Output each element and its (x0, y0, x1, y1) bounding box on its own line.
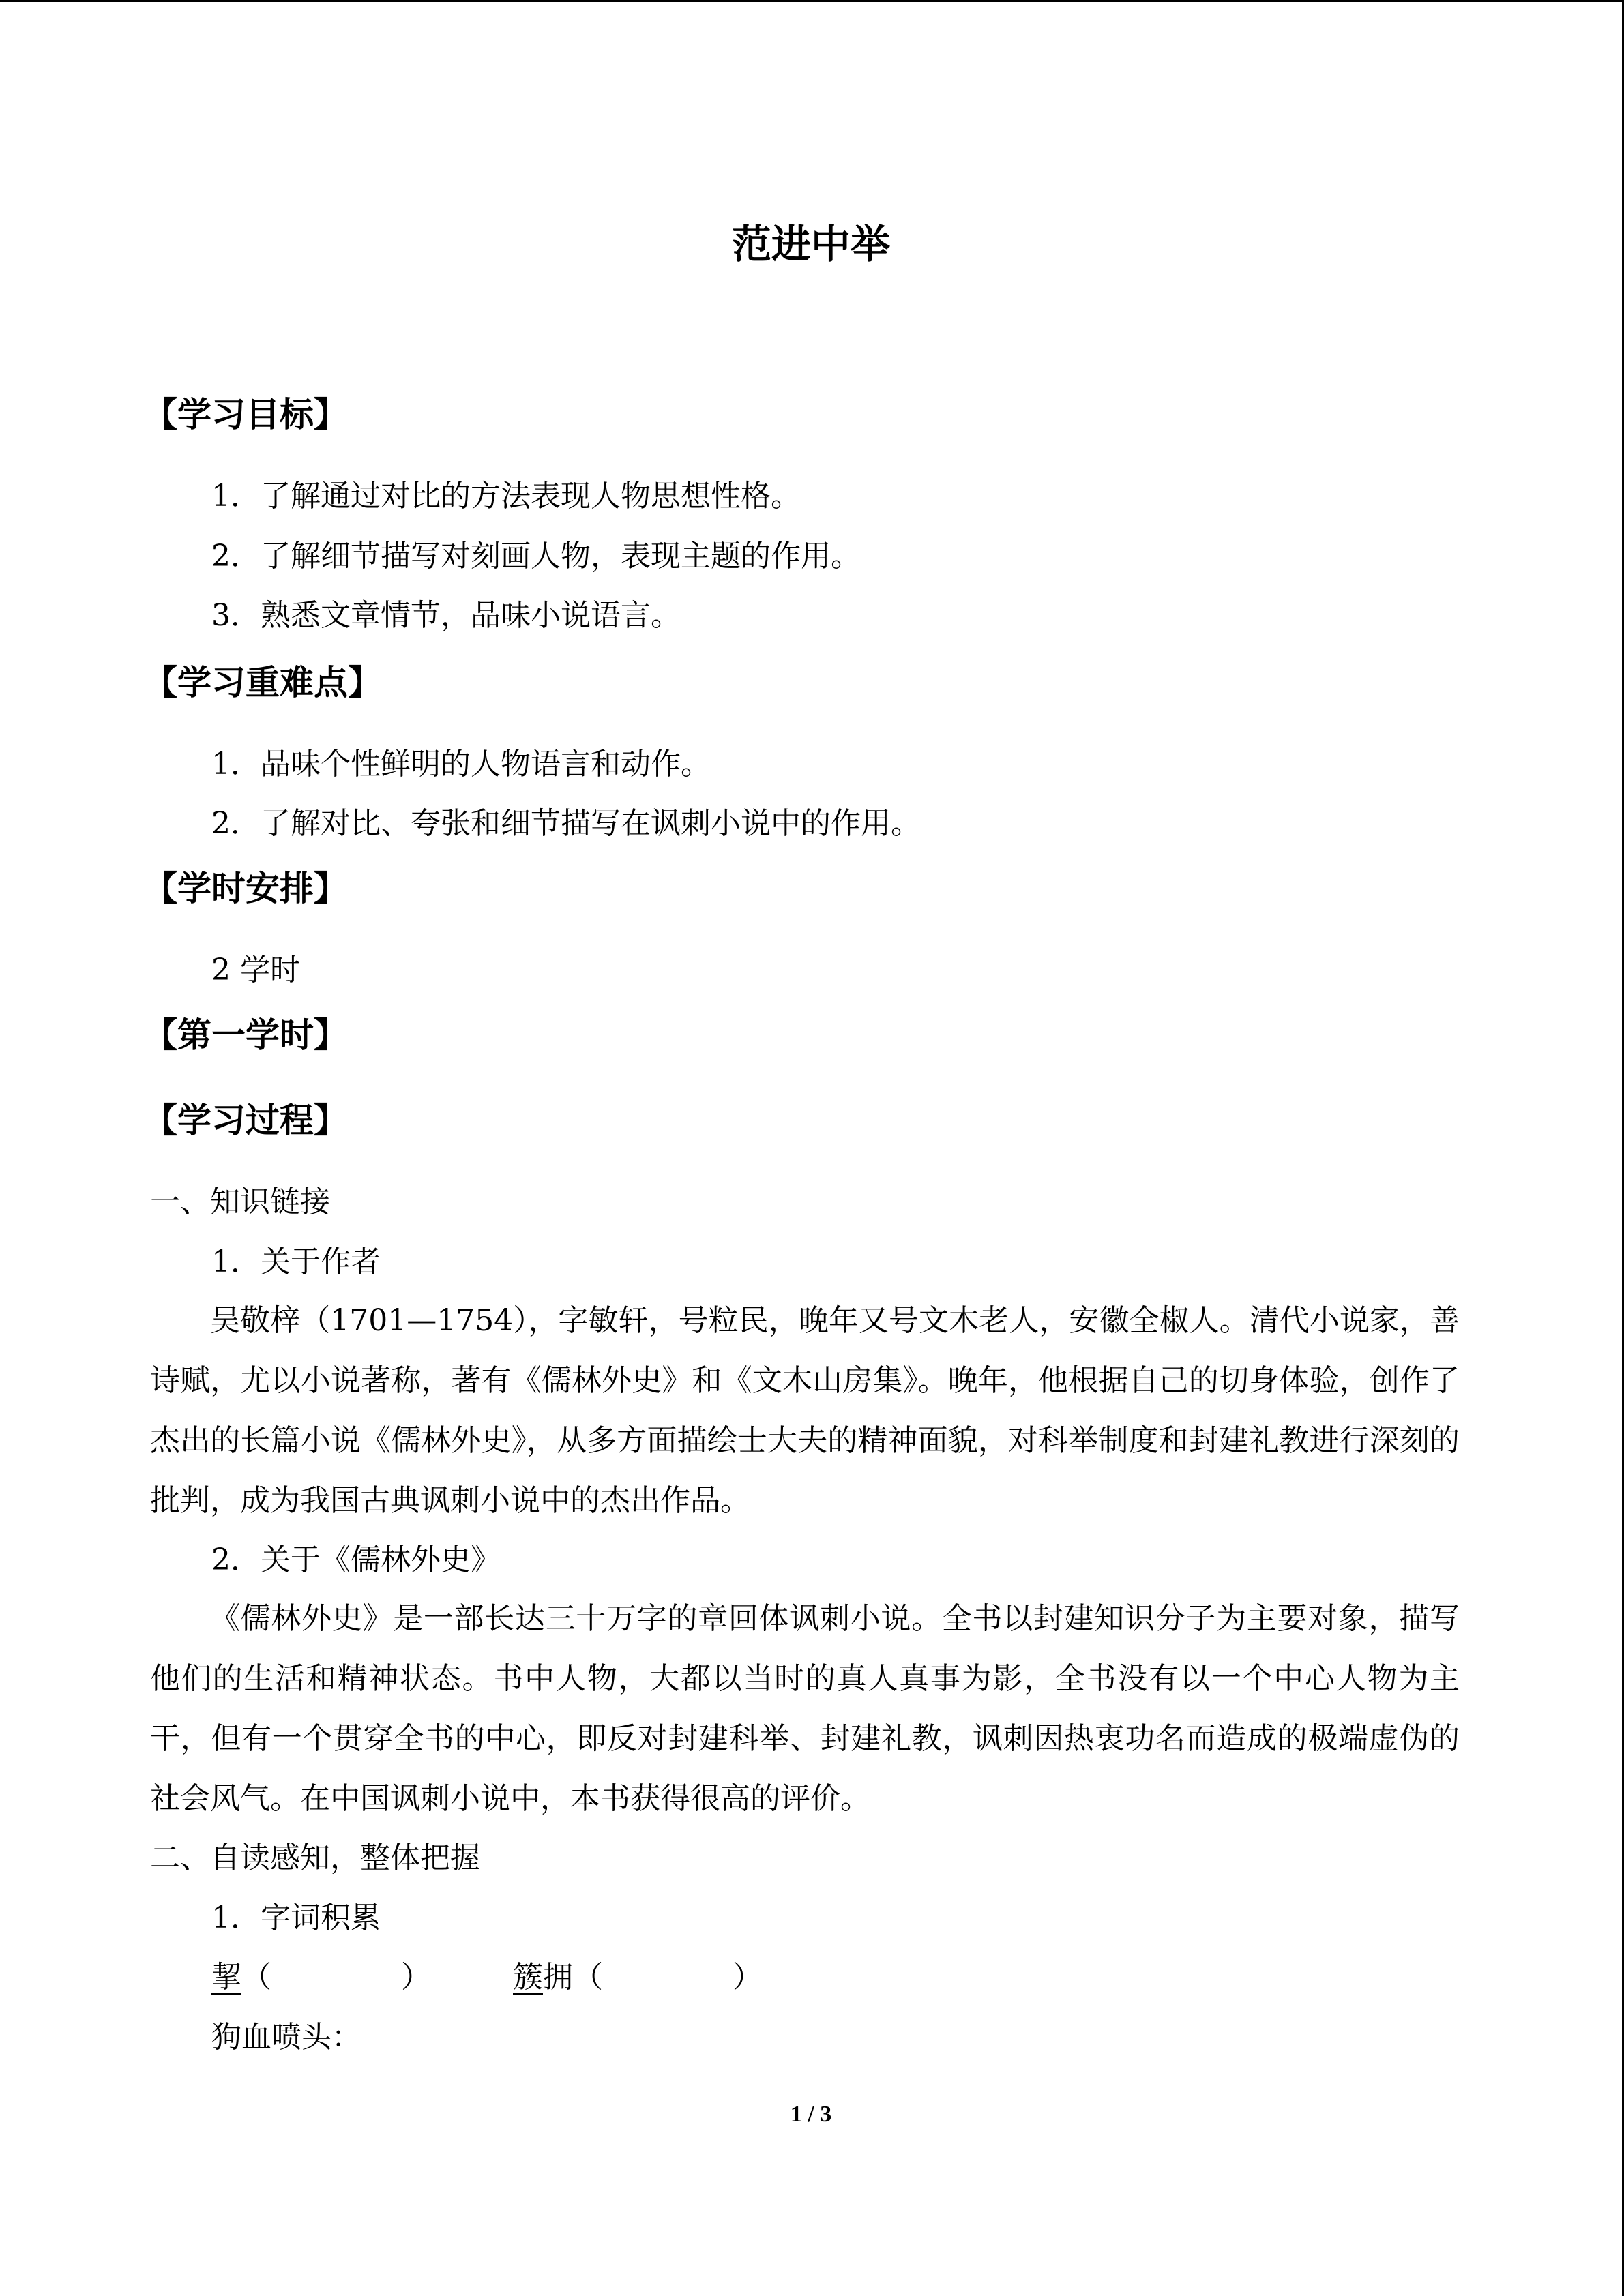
goal-item-2: 2．了解细节描写对刻画人物，表现主题的作用。 (211, 539, 861, 573)
heading-goals: 【学习目标】 (143, 395, 348, 434)
vocab-phrase: 狗血喷头： (211, 2020, 361, 2055)
vocab-word-2-open: 拥（ (543, 1960, 603, 1995)
book-paragraph: 《儒林外史》是一部长达三十万字的章回体讽刺小说。全书以封建知识分子为主要对象，描写他们的生活和精神状态。书中人物，大都以当时的真人真事为影，全书没有以一个中心人物为主干，但有一个贯穿全书的中心，即反对封建科举、封建礼教，讽刺因热衷功名而造成的极端虚伪的社会风气。在中国讽刺小说中，本书获得很高的评价。 (150, 1601, 1460, 1816)
document-title: 范进中举 (731, 221, 890, 267)
heading-process: 【学习过程】 (143, 1101, 348, 1140)
vocab-word-1-open: （ (241, 1960, 271, 1995)
goal-item-1: 1．了解通过对比的方法表现人物思想性格。 (211, 479, 801, 513)
vocab-line (211, 1957, 763, 1998)
vocab-word-1: 挈 (211, 1960, 241, 1995)
page-number: 1 / 3 (790, 2102, 832, 2127)
heading-schedule: 【学时安排】 (143, 869, 348, 908)
author-paragraph: 吴敬梓（1701—1754），字敏轩，号粒民，晚年又号文木老人，安徽全椒人。清代小说家，善诗赋，尤以小说著称，著有《儒林外史》和《文木山房集》。晚年，他根据自己的切身体验，创作了杰出的长篇小说《儒林外史》，从多方面描绘士大夫的精神面貌，对科举制度和封建礼教进行深刻的批判，成为我国古典讽刺小说中的杰出作品。 (150, 1303, 1460, 1518)
key-point-item-2: 2．了解对比、夸张和细节描写在讽刺小说中的作用。 (211, 806, 921, 841)
part1-title: 一、知识链接 (150, 1184, 330, 1219)
part1-sub2-title: 2．关于《儒林外史》 (211, 1542, 501, 1577)
vocab-word-2-close: ） (733, 1960, 763, 1995)
heading-key-points: 【学习重难点】 (143, 663, 382, 702)
part1-sub1-title: 1．关于作者 (211, 1244, 381, 1279)
key-point-item-1: 1．品味个性鲜明的人物语言和动作。 (211, 747, 711, 781)
vocab-word-2: 簇 (513, 1960, 543, 1995)
part2-sub1-title: 1．字词积累 (211, 1900, 381, 1935)
schedule-text: 2 学时 (211, 953, 300, 987)
part2-title: 二、自读感知，整体把握 (150, 1840, 480, 1875)
heading-first-period: 【第一学时】 (143, 1015, 348, 1055)
vocab-word-1-close: ） (401, 1960, 431, 1995)
goal-item-3: 3．熟悉文章情节，品味小说语言。 (211, 598, 681, 633)
